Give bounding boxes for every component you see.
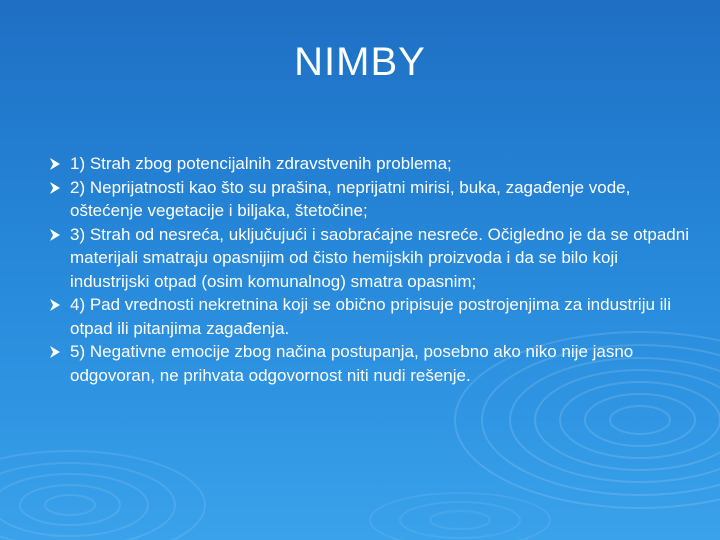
arrowhead-bullet-icon xyxy=(50,299,60,311)
bullet-text: 1) Strah zbog potencijalnih zdravstvenih problema; xyxy=(70,154,452,173)
arrowhead-bullet-icon xyxy=(50,182,60,194)
bullet-item xyxy=(50,293,690,340)
arrowhead-bullet-icon xyxy=(50,158,60,170)
bullet-text: 2) Neprijatnosti kao što su prašina, neprijatni mirisi, buka, zagađenje vode, oštećenje vegetacije i biljaka, štetočine; xyxy=(70,177,631,220)
bullet-item xyxy=(50,223,690,294)
bullet-item xyxy=(50,340,690,387)
slide-title: NIMBY xyxy=(294,40,426,84)
bullet-text: 3) Strah od nesreća, uključujući i saobraćajne nesreće. Očigledno je da se otpadni materijali smatraju opasnijim od čisto hemijskih proizvoda i da se bilo koji industrijski otpad (osim komunalnog) smatra opasnim; xyxy=(70,224,689,291)
bullet-text: 4) Pad vrednosti nekretnina koji se obično pripisuje postrojenjima za industriju ili otpad ili pitanjima zagađenja. xyxy=(70,295,671,338)
bullet-item xyxy=(50,176,690,223)
arrowhead-bullet-icon xyxy=(50,346,60,358)
bullet-text: 5) Negativne emocije zbog načina postupanja, posebno ako niko nije jasno odgovoran, ne prihvata odgovornost niti nudi rešenje. xyxy=(70,342,634,385)
bullet-item xyxy=(50,152,690,176)
bullet-list xyxy=(50,152,690,387)
arrowhead-bullet-icon xyxy=(50,229,60,241)
